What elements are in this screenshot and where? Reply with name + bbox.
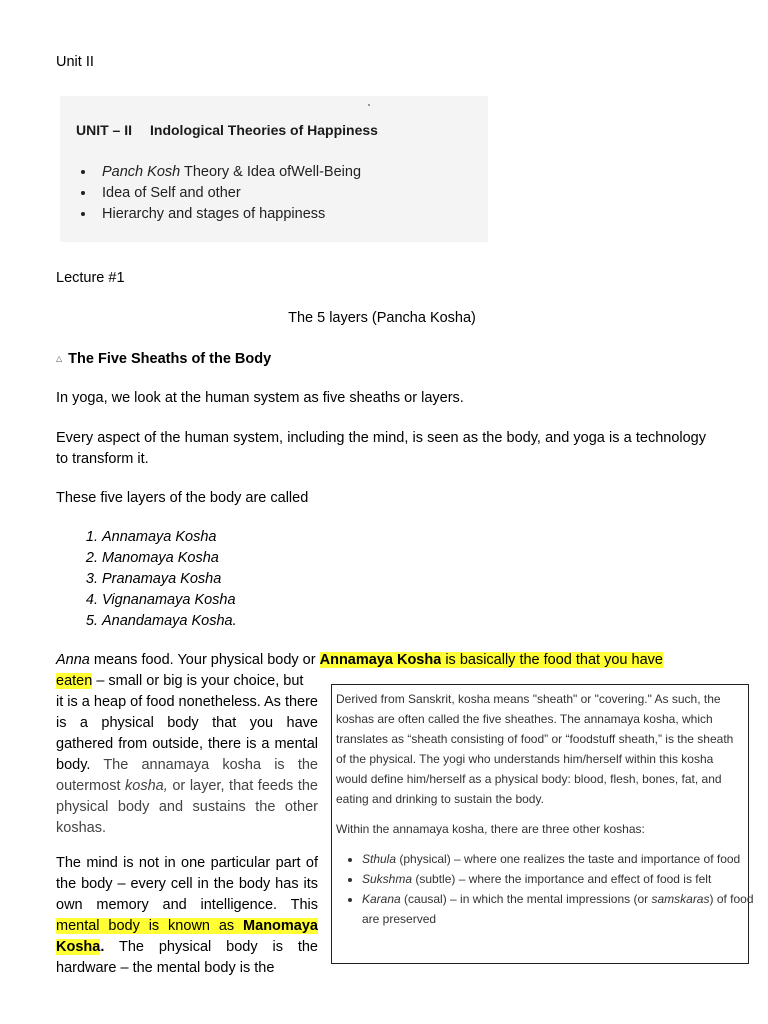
box-paragraph: Derived from Sanskrit, kosha means "sheath" or "covering." As such, the koshas are often called the five sheathes. The annamaya kosha, which translates as “sheath consisting of food” or “foodstuff sheath,” is the sheath of the physical. The yogi who understands him/herself within this kosha would define him/herself as a physical body: blood, flesh, bones, fat, and eating and drinking to sustain the body. [336, 692, 734, 806]
box-list [336, 849, 756, 929]
syllabus-item: • Panch Kosh Theory & Idea ofWell-Being [96, 162, 361, 183]
scan-speck [368, 104, 370, 106]
annamaya-paragraph-line1: Anna means food. Your physical body or Annamaya Kosha is basically the food that you have [56, 652, 663, 668]
syllabus-image [60, 96, 488, 242]
lecture-label: Lecture #1 [56, 270, 125, 286]
unit-label: Unit II [56, 54, 94, 70]
section-heading [56, 348, 271, 370]
annamaya-paragraph-line2: eaten – small or big is your choice, but [56, 673, 304, 689]
manomaya-paragraph: The mind is not in one particular part of the body – every cell in the body has its own memory and intelligence. This mental body is known as Manomaya Kosha. The physical body is the hardware – the mental body is the [56, 855, 318, 976]
kosha-list-item: 3. Pranamaya Kosha [102, 569, 237, 590]
kosha-list-item: 4. Vignanamaya Kosha [102, 590, 237, 611]
box-list-item: • Sthula (physical) – where one realizes the taste and importance of food [362, 849, 756, 869]
syllabus-unit-title: Indological Theories of Happiness [150, 122, 378, 138]
syllabus-title [76, 122, 378, 138]
kosha-list [56, 527, 237, 632]
syllabus-item: • Idea of Self and other [96, 183, 361, 204]
kosha-list-item: 1. Annamaya Kosha [102, 527, 237, 548]
kosha-list-item: 2. Manomaya Kosha [102, 548, 237, 569]
heading-text: The Five Sheaths of the Body [68, 351, 272, 367]
body-paragraph: Every aspect of the human system, including the mind, is seen as the body, and yoga is a technology to transform it. [56, 430, 706, 467]
annamaya-highlight: Annamaya Kosha [319, 652, 442, 668]
kosha-list-item: 5. Anandamaya Kosha. [102, 611, 237, 632]
section-title: The 5 layers (Pancha Kosha) [288, 310, 476, 326]
box-subheading: Within the annamaya kosha, there are three other koshas: [336, 822, 645, 836]
box-list-item: • Karana (causal) – in which the mental impressions (or samskaras) of food are preserved [362, 889, 756, 929]
kosha-definition-box [331, 684, 754, 964]
syllabus-unit-prefix: UNIT – II [76, 122, 133, 138]
intro-paragraph: In yoga, we look at the human system as five sheaths or layers. [56, 390, 464, 406]
triangle-bullet-icon: △ [56, 354, 63, 363]
syllabus-list [74, 162, 361, 225]
list-intro: These five layers of the body are called [56, 490, 309, 506]
syllabus-item: • Hierarchy and stages of happiness [96, 204, 361, 225]
manomaya-highlight: Manomaya Kosha [56, 918, 318, 955]
annamaya-paragraph-column: it is a heap of food nonetheless. As there is a physical body that you have gathered from outside, there is a mental body. The annamaya kosha is the outermost kosha, or layer, that feeds the physical body and sustains the other koshas. [56, 694, 318, 836]
box-list-item: • Sukshma (subtle) – where the importance and effect of food is felt [362, 869, 756, 889]
